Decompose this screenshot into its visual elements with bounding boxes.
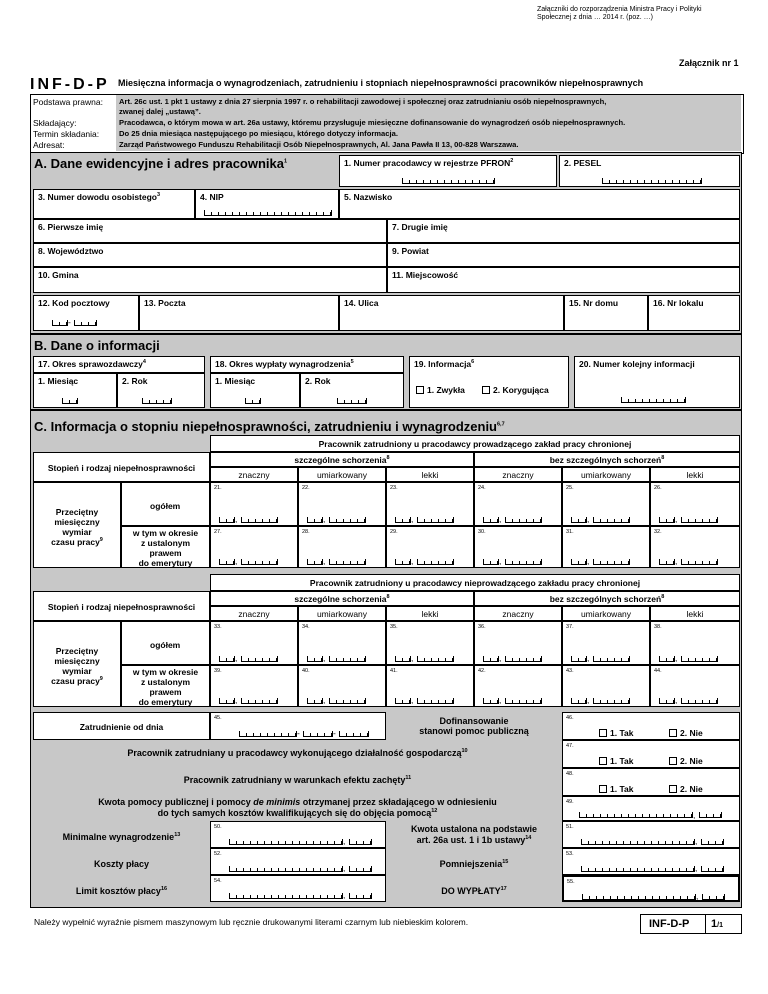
field-sequence-number[interactable]: 20. Numer kolejny informacji (574, 356, 740, 408)
option-public-aid-yes[interactable]: 1. Tak (599, 728, 633, 738)
fraction-comb (241, 559, 278, 565)
aid-amount-label: Kwota pomocy publicznej i pomocy de minimis otrzymanej przez składającego w odniesieniu do tych samych kosztów kwalifikujących się do objęcia pomocą$^{12}$ (98, 797, 497, 818)
field-established-amount[interactable] (562, 821, 740, 848)
decimal-comma: , (675, 695, 678, 705)
nip-comb (204, 210, 332, 216)
worktime-cell[interactable] (562, 482, 650, 526)
incentive-effect-label: Pracownik zatrudniany w warunkach efektu zachęty$^{11}$ (183, 775, 412, 785)
fraction-comb (681, 517, 718, 523)
fraction-comb (505, 698, 542, 704)
decimal-comma: , (675, 653, 678, 663)
option-incentive-yes[interactable]: 1. Tak (599, 784, 633, 794)
fraction-comb (241, 698, 278, 704)
field-payroll-limit[interactable] (210, 875, 386, 902)
field-post-office[interactable]: 13. Poczta (139, 295, 339, 331)
integer-comb (219, 517, 235, 523)
field-pfron-number[interactable]: 1. Numer pracodawcy w rejestrze PFRON$^2$ (339, 155, 557, 187)
worktime-cell[interactable] (298, 526, 386, 568)
field-nip[interactable]: 4. NIP (195, 189, 339, 219)
degree-column-umiarkowany (562, 606, 650, 621)
field-incentive-effect[interactable]: 48. 1. Tak 2. Nie (562, 768, 740, 796)
field-second-name[interactable]: 7. Drugie imię (387, 219, 740, 243)
degree-column-label: znaczny (502, 470, 534, 480)
cents-comb (349, 893, 372, 899)
field-apartment-number[interactable]: 16. Nr lokalu (648, 295, 740, 331)
cell-number: 44. (654, 668, 662, 674)
field-salary-period: 18. Okres wypłaty wynagrodzenia$^5$ (210, 356, 404, 373)
cell-number: 31. (566, 529, 574, 535)
no-special-conditions-header-2: bez szczególnych schorzeń$^8$ (474, 591, 740, 606)
field-salary-year[interactable]: 2. Rok (300, 373, 404, 408)
field-id-number[interactable]: 3. Numer dowodu osobistego$^3$ (33, 189, 195, 219)
disability-degree-header: Stopień i rodzaj niepełnosprawności (33, 452, 210, 482)
decimal-comma: , (499, 695, 502, 705)
footer-page: 1/1 (711, 918, 723, 930)
field-employment-date[interactable]: 45. - - (210, 712, 386, 740)
cell-number: 22. (302, 485, 310, 491)
decimal-comma: , (323, 514, 326, 524)
checkbox-icon (669, 785, 677, 793)
degree-column-label: lekki (421, 609, 439, 619)
degree-column-label: umiarkowany (316, 609, 368, 619)
field-number: 54. (214, 878, 222, 884)
worktime-cell[interactable] (298, 621, 386, 665)
worktime-cell[interactable] (650, 526, 740, 568)
cell-number: 35. (390, 624, 398, 630)
fraction-comb (593, 559, 630, 565)
salary-year-comb (337, 398, 367, 404)
fraction-comb (417, 559, 454, 565)
field-information-type: 19. Informacja$^6$ 1. Zwykła 2. Korygująca (409, 356, 569, 408)
non-protected-header: Pracownik zatrudniony u pracodawcy nieprowadzącego zakładu pracy chronionej (210, 574, 740, 591)
field-minimum-wage[interactable] (210, 821, 386, 848)
worktime-cell[interactable] (386, 482, 474, 526)
form-title: Miesięczna informacja o wynagrodzeniach, zatrudnieniu i stopniach niepełnosprawności pracowników niepełnosprawnych (118, 78, 644, 88)
special-conditions-header-2: szczególne schorzenia$^8$ (210, 591, 474, 606)
field-number: 53. (566, 851, 574, 857)
date-dash-1: - (297, 728, 300, 738)
integer-comb (659, 559, 675, 565)
degree-column-lekki (650, 606, 740, 621)
decimal-comma: , (695, 836, 698, 846)
no-special-conditions-header: bez szczególnych schorzeń$^8$ (474, 452, 740, 467)
integer-comb (571, 656, 587, 662)
amount-comb (581, 866, 695, 872)
integer-comb (483, 656, 499, 662)
integer-comb (219, 559, 235, 565)
field-business-activity[interactable]: 47. 1. Tak 2. Nie (562, 740, 740, 768)
worktime-cell[interactable] (650, 482, 740, 526)
integer-comb (307, 517, 323, 523)
fraction-comb (681, 698, 718, 704)
postal-comb-2 (74, 320, 97, 326)
fraction-comb (241, 517, 278, 523)
deadline-text: Do 25 dnia miesiąca następującego po miesiącu, którego dotyczy informacja. (119, 129, 398, 138)
aid-amount-comb (579, 810, 696, 820)
employment-date-label: Zatrudnienie od dnia (33, 712, 210, 740)
fraction-comb (329, 656, 366, 662)
pesel-comb (602, 178, 702, 184)
established-amount-label: Kwota ustalona na podstawie art. 26a ust. 1 i 1b ustawy$^{14}$ (410, 824, 538, 845)
field-reporting-year[interactable]: 2. Rok (117, 373, 205, 408)
address-text: Zarząd Państwowego Funduszu Rehabilitacji Osób Niepełnosprawnych, Al. Jana Pawła II 13, 00-828 Warszawa. (119, 140, 519, 149)
field-county[interactable]: 9. Powiat (387, 243, 740, 267)
worktime-cell[interactable] (210, 621, 298, 665)
reporting-year-comb (142, 398, 172, 404)
worktime-cell[interactable] (298, 665, 386, 707)
cents-comb (702, 894, 725, 900)
date-month-comb (303, 731, 333, 737)
field-pesel[interactable]: 2. PESEL (559, 155, 740, 187)
fraction-comb (505, 559, 542, 565)
cell-number: 29. (390, 529, 398, 535)
aid-amount-cents-comb (699, 812, 722, 818)
degree-column-lekki (650, 467, 740, 482)
integer-comb (395, 517, 411, 523)
cell-number: 32. (654, 529, 662, 535)
cell-number: 40. (302, 668, 310, 674)
integer-comb (307, 698, 323, 704)
protected-header: Pracownik zatrudniony u pracodawcy prowadzącego zakład pracy chronionej (210, 435, 740, 452)
worktime-cell[interactable] (562, 526, 650, 568)
degree-column-lekki (386, 467, 474, 482)
degree-column-label: znaczny (502, 609, 534, 619)
minimum-wage-label: Minimalne wynagrodzenie$^{13}$ (62, 832, 181, 842)
cents-comb (349, 839, 372, 845)
field-payroll-costs[interactable] (210, 848, 386, 875)
worktime-cell[interactable] (474, 526, 562, 568)
cell-number: 23. (390, 485, 398, 491)
footer-code-box (640, 914, 742, 934)
decimal-comma: , (411, 695, 414, 705)
business-activity-label: Pracownik zatrudniany u pracodawcy wykonującego działalność gospodarczą$^{10}$ (127, 748, 468, 758)
worktime-cell[interactable] (562, 621, 650, 665)
integer-comb (395, 559, 411, 565)
avg-worktime-label-2: Przeciętny miesięczny wymiar czasu pracy$^9$ (33, 621, 121, 707)
integer-comb (659, 698, 675, 704)
total-label-2: ogółem (121, 621, 210, 665)
integer-comb (483, 559, 499, 565)
field-house-number[interactable]: 15. Nr domu (564, 295, 648, 331)
checkbox-icon (416, 386, 424, 394)
worktime-cell[interactable] (210, 482, 298, 526)
decimal-comma: , (587, 556, 590, 566)
cell-number: 37. (566, 624, 574, 630)
fraction-comb (505, 517, 542, 523)
amount-comb (229, 839, 343, 845)
checkbox-icon (669, 757, 677, 765)
worktime-cell[interactable] (474, 482, 562, 526)
annotation-line-2: Społecznej z dnia … 2014 r. (poz. …) (537, 14, 653, 21)
decimal-comma: , (343, 863, 346, 873)
decimal-comma: , (675, 556, 678, 566)
worktime-cell[interactable] (386, 621, 474, 665)
form-code: INF-D-P (30, 76, 110, 93)
degree-column-znaczny (474, 467, 562, 482)
degree-column-umiarkowany (298, 467, 386, 482)
worktime-cell[interactable] (386, 526, 474, 568)
integer-comb (395, 698, 411, 704)
special-conditions-header: szczególne schorzenia$^8$ (210, 452, 474, 467)
decimal-comma: , (323, 556, 326, 566)
total-label: ogółem (121, 482, 210, 526)
decimal-comma: , (235, 695, 238, 705)
fraction-comb (593, 517, 630, 523)
decimal-comma: , (587, 514, 590, 524)
degree-column-label: lekki (421, 470, 439, 480)
worktime-cell[interactable] (650, 665, 740, 707)
option-correction[interactable]: 2. Korygująca (482, 385, 549, 395)
decimal-comma: , (235, 653, 238, 663)
postal-comb-1 (52, 320, 68, 326)
retirement-label-2: w tym w okresie z ustalonym prawem do emerytury (121, 665, 210, 707)
fraction-comb (417, 698, 454, 704)
checkbox-icon (669, 729, 677, 737)
fraction-comb (417, 656, 454, 662)
amount-comb (581, 839, 695, 845)
field-number: 50. (214, 824, 222, 830)
cell-number: 39. (214, 668, 222, 674)
section-a-title: A. Dane ewidencyjne i adres pracownika$^1$ (34, 156, 288, 171)
cell-number: 41. (390, 668, 398, 674)
decimal-comma: , (235, 556, 238, 566)
fraction-comb (593, 656, 630, 662)
disability-degree-header-2: Stopień i rodzaj niepełnosprawności (33, 591, 210, 621)
option-business-no[interactable]: 2. Nie (669, 756, 703, 766)
field-reporting-period: 17. Okres sprawozdawczy$^4$ (33, 356, 205, 373)
checkbox-icon (599, 729, 607, 737)
decimal-comma: , (411, 556, 414, 566)
field-number: 52. (214, 851, 222, 857)
degree-column-label: umiarkowany (580, 470, 632, 480)
footer-divider (705, 915, 706, 933)
cell-number: 33. (214, 624, 222, 630)
reporting-month-comb (62, 398, 78, 404)
degree-column-lekki (386, 606, 474, 621)
fraction-comb (593, 698, 630, 704)
cell-number: 24. (478, 485, 486, 491)
field-commune[interactable]: 10. Gmina (33, 267, 387, 293)
field-public-aid[interactable]: 46. 1. Tak 2. Nie (562, 712, 740, 740)
fraction-comb (417, 517, 454, 523)
field-aid-amount[interactable]: 49. , (562, 796, 740, 821)
worktime-cell[interactable] (650, 621, 740, 665)
degree-column-label: lekki (686, 470, 704, 480)
degree-column-znaczny (210, 467, 298, 482)
integer-comb (659, 656, 675, 662)
fraction-comb (241, 656, 278, 662)
degree-column-umiarkowany (298, 606, 386, 621)
cell-number: 25. (566, 485, 574, 491)
cell-number: 30. (478, 529, 486, 535)
degree-column-znaczny (210, 606, 298, 621)
section-b-title: B. Dane o informacji (34, 338, 160, 353)
decimal-comma: , (499, 556, 502, 566)
sequence-number-comb (621, 397, 686, 403)
postal-dash: - (68, 317, 71, 327)
degree-column-label: lekki (686, 609, 704, 619)
section-c-title: C. Informacja o stopniu niepełnosprawności, zatrudnieniu i wynagrodzeniu$^{6,7}$ (34, 419, 505, 434)
salary-month-comb (245, 398, 261, 404)
retirement-label: w tym w okresie z ustalonym prawem do emerytury (121, 526, 210, 568)
decimal-comma: , (696, 891, 699, 901)
cell-number: 26. (654, 485, 662, 491)
decimal-comma: , (587, 653, 590, 663)
cents-comb (349, 866, 372, 872)
worktime-cell[interactable] (386, 665, 474, 707)
filer-label: Składający: (33, 118, 77, 128)
decimal-comma: , (693, 810, 696, 820)
integer-comb (571, 698, 587, 704)
cell-number: 34. (302, 624, 310, 630)
integer-comb (483, 517, 499, 523)
cents-comb (701, 866, 724, 872)
fraction-comb (329, 559, 366, 565)
decimal-comma: , (235, 514, 238, 524)
cell-number: 27. (214, 529, 222, 535)
decimal-comma: , (343, 890, 346, 900)
option-public-aid-no[interactable]: 2. Nie (669, 728, 703, 738)
decimal-comma: , (343, 836, 346, 846)
amount-comb (229, 893, 343, 899)
cell-number: 21. (214, 485, 222, 491)
cell-number: 43. (566, 668, 574, 674)
integer-comb (571, 559, 587, 565)
attachment-number: Załącznik nr 1 (679, 58, 739, 68)
worktime-cell[interactable] (210, 665, 298, 707)
fraction-comb (681, 656, 718, 662)
worktime-cell[interactable] (210, 526, 298, 568)
date-year-comb (239, 731, 297, 737)
integer-comb (571, 517, 587, 523)
field-locality[interactable]: 11. Miejscowość (387, 267, 740, 293)
payroll-costs-label: Koszty płacy (93, 859, 150, 869)
decimal-comma: , (323, 695, 326, 705)
field-voivodeship[interactable]: 8. Województwo (33, 243, 387, 267)
checkbox-icon (482, 386, 490, 394)
deadline-label: Termin składania: (33, 129, 100, 139)
decimal-comma: , (323, 653, 326, 663)
integer-comb (307, 559, 323, 565)
amount-comb (582, 894, 696, 900)
deductions-label: Pomniejszenia$^{15}$ (439, 859, 509, 869)
degree-column-umiarkowany (562, 467, 650, 482)
fraction-comb (329, 698, 366, 704)
fraction-comb (329, 517, 366, 523)
decimal-comma: , (675, 514, 678, 524)
field-first-name[interactable]: 6. Pierwsze imię (33, 219, 387, 243)
decimal-comma: , (499, 514, 502, 524)
cell-number: 42. (478, 668, 486, 674)
option-regular[interactable]: 1. Zwykła (416, 385, 465, 395)
degree-column-label: umiarkowany (316, 470, 368, 480)
field-salary-month[interactable]: 1. Miesiąc (210, 373, 300, 408)
degree-column-label: znaczny (238, 470, 270, 480)
date-dash-2: - (333, 728, 336, 738)
decimal-comma: , (411, 653, 414, 663)
cell-number: 36. (478, 624, 486, 630)
worktime-cell[interactable] (474, 665, 562, 707)
avg-worktime-label: Przeciętny miesięczny wymiar czasu pracy$^9$ (33, 482, 121, 568)
fraction-comb (505, 656, 542, 662)
degree-column-label: umiarkowany (580, 609, 632, 619)
basis-text: Art. 26c ust. 1 pkt 1 ustawy z dnia 27 sierpnia 1997 r. o rehabilitacji zawodowej i społecznej oraz zatrudnianiu osób niepełnosprawnych, (119, 97, 607, 106)
integer-comb (219, 698, 235, 704)
payroll-limit-label: Limit kosztów płacy$^{16}$ (75, 886, 168, 896)
worktime-cell[interactable] (298, 482, 386, 526)
worktime-cell[interactable] (562, 665, 650, 707)
degree-column-label: znaczny (238, 609, 270, 619)
field-reporting-month[interactable]: 1. Miesiąc (33, 373, 117, 408)
integer-comb (483, 698, 499, 704)
field-deductions[interactable] (562, 848, 740, 875)
integer-comb (307, 656, 323, 662)
date-day-comb (339, 731, 369, 737)
decimal-comma: , (499, 653, 502, 663)
fraction-comb (681, 559, 718, 565)
pfron-number-comb (402, 178, 495, 184)
integer-comb (395, 656, 411, 662)
payout-label: DO WYPŁATY$^{17}$ (441, 886, 507, 896)
worktime-cell[interactable] (474, 621, 562, 665)
public-aid-label: Dofinansowanie stanowi pomoc publiczną (419, 716, 529, 736)
decimal-comma: , (587, 695, 590, 705)
annotation-line-1: Załączniki do rozporządzenia Ministra Pracy i Polityki (537, 6, 702, 13)
address-label: Adresat: (33, 140, 65, 150)
field-surname[interactable]: 5. Nazwisko (339, 189, 740, 219)
checkbox-icon (599, 757, 607, 765)
checkbox-icon (599, 785, 607, 793)
footer-code: INF-D-P (649, 918, 690, 930)
decimal-comma: , (411, 514, 414, 524)
option-business-yes[interactable]: 1. Tak (599, 756, 633, 766)
integer-comb (219, 656, 235, 662)
option-incentive-no[interactable]: 2. Nie (669, 784, 703, 794)
cell-number: 38. (654, 624, 662, 630)
field-payout[interactable] (562, 875, 740, 902)
amount-comb (229, 866, 343, 872)
basis-text-2: zwanej dalej „ustawą”. (119, 107, 201, 116)
field-street[interactable]: 14. Ulica (339, 295, 564, 331)
cell-number: 28. (302, 529, 310, 535)
decimal-comma: , (695, 863, 698, 873)
basis-label: Podstawa prawna: (33, 97, 103, 107)
field-postal-code[interactable]: 12. Kod pocztowy - (33, 295, 139, 331)
filer-text: Pracodawca, o którym mowa w art. 26a ustawy, któremu przysługuje miesięczne dofinansowanie do wynagrodzeń osób niepełnosprawnych. (119, 118, 626, 127)
integer-comb (659, 517, 675, 523)
cents-comb (701, 839, 724, 845)
field-number: 51. (566, 824, 574, 830)
field-number: 55. (567, 879, 575, 885)
degree-column-znaczny (474, 606, 562, 621)
footer-note: Należy wypełnić wyraźnie pismem maszynowym lub ręcznie drukowanymi literami czarnym lub niebieskim kolorem. (34, 917, 469, 927)
